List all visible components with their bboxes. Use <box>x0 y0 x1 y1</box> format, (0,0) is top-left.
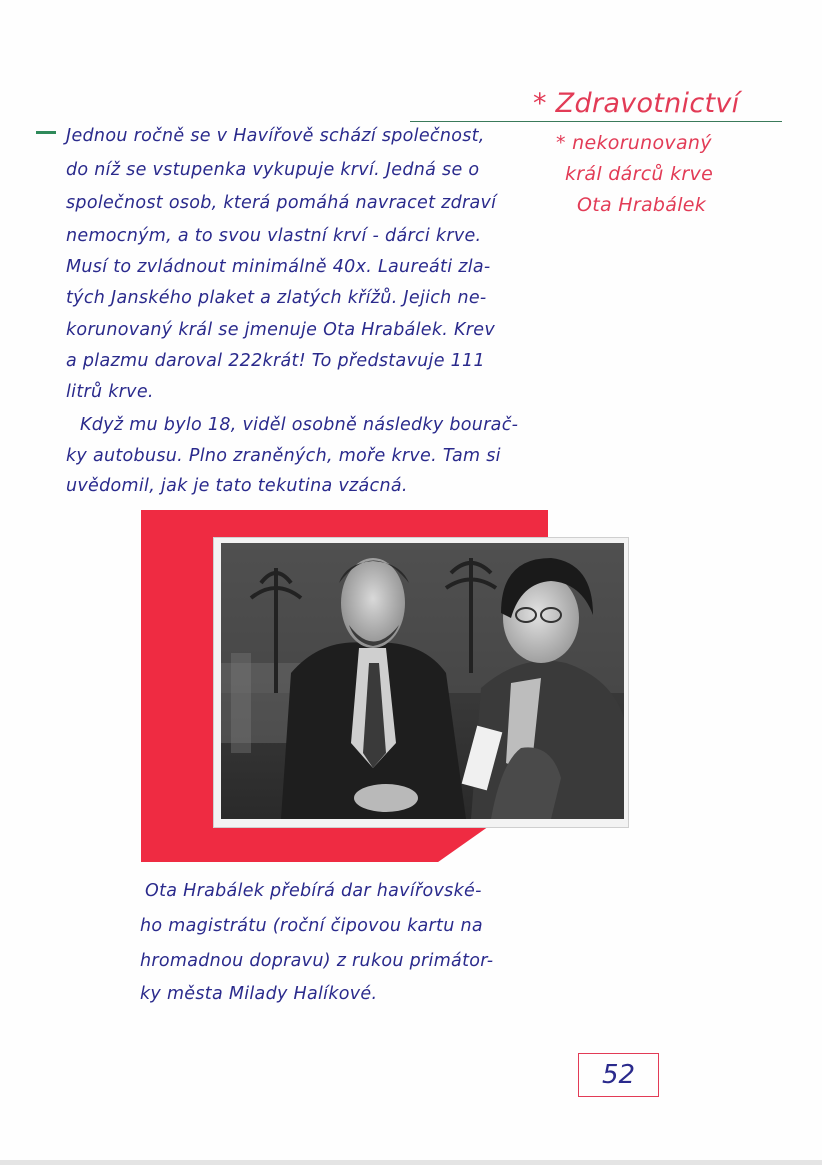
section-title: * Zdravotnictví <box>533 88 740 119</box>
sidenote-line: král dárců krve <box>565 163 714 185</box>
sidenote-line: Ota Hrabálek <box>577 194 707 216</box>
body-line: uvědomil, jak je tato tekutina vzácná. <box>66 476 408 496</box>
body-line: ky autobusu. Plno zraněných, moře krve. Tam si <box>66 446 501 466</box>
body-line: tých Janského plaket a zlatých křížů. Jejich ne- <box>66 288 487 308</box>
caption-line: ho magistrátu (roční čipovou kartu na <box>140 916 483 936</box>
header-rule <box>410 121 782 122</box>
body-line: Jednou ročně se v Havířově schází společnost, <box>66 126 485 146</box>
newspaper-photo <box>221 543 624 819</box>
body-line: Když mu bylo 18, viděl osobně následky bourač- <box>80 415 519 435</box>
caption-line: Ota Hrabálek přebírá dar havířovské- <box>145 881 482 901</box>
body-line: a plazmu daroval 222krát! To představuje 111 <box>66 351 485 371</box>
bullet-dash <box>36 131 56 134</box>
body-line: korunovaný král se jmenuje Ota Hrabálek. Krev <box>66 320 496 340</box>
page-number-box <box>578 1053 659 1097</box>
caption-line: hromadnou dopravu) z rukou primátor- <box>140 951 494 971</box>
body-line: nemocným, a to svou vlastní krví - dárci krve. <box>66 226 482 246</box>
sidenote-line: * nekorunovaný <box>556 132 712 154</box>
caption-line: ky města Milady Halíkové. <box>140 984 378 1004</box>
page-number: 52 <box>601 1060 636 1090</box>
body-line: Musí to zvládnout minimálně 40x. Laureáti zla- <box>66 257 491 277</box>
scan-bottom-edge <box>0 1160 822 1165</box>
body-line: do níž se vstupenka vykupuje krví. Jedná se o <box>66 160 480 180</box>
body-line: litrů krve. <box>66 382 154 402</box>
body-line: společnost osob, která pomáhá navracet zdraví <box>66 193 497 213</box>
